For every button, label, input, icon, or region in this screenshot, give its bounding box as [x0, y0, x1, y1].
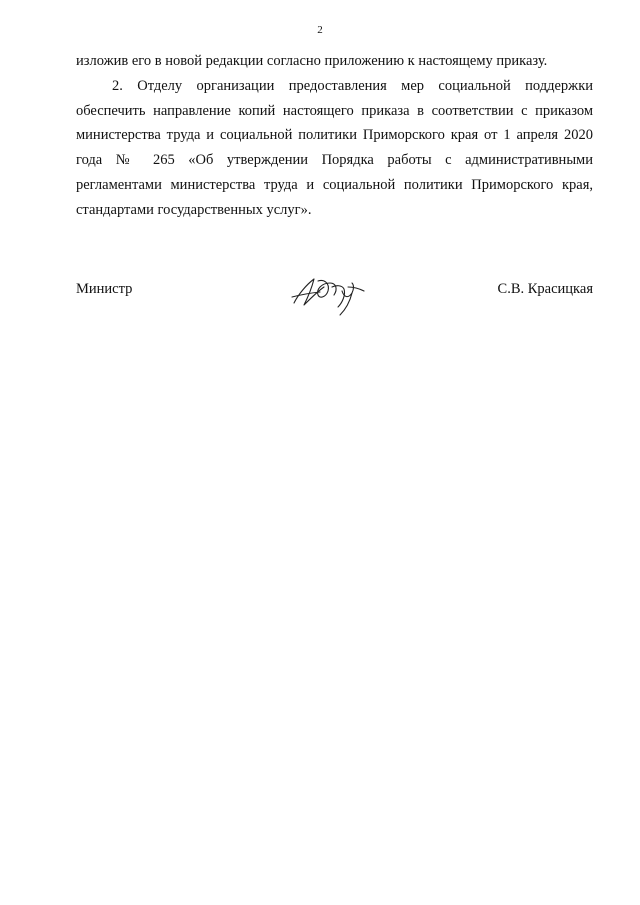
- document-body: [76, 49, 593, 223]
- signatory-title: Министр: [76, 281, 133, 297]
- handwritten-signature: [288, 273, 368, 317]
- paragraph-continuation: изложив его в новой редакции согласно приложению к настоящему приказу.: [76, 53, 548, 69]
- paragraph-item-2: 2. Отделу организации предоставления мер социальной поддержки обеспечить направление копий настоящего приказа в соответствии с приказом министерства труда и социальной политики Приморского края от 1 апреля 2020 года № 265 «Об утверждении Порядка работы с административными регламентами министерства труда и социальной политики Приморского края, стандартами государственных услуг».: [76, 77, 593, 218]
- signature-block: [76, 273, 593, 323]
- signatory-name: С.В. Красицкая: [497, 281, 593, 297]
- page-number: 2: [317, 24, 323, 36]
